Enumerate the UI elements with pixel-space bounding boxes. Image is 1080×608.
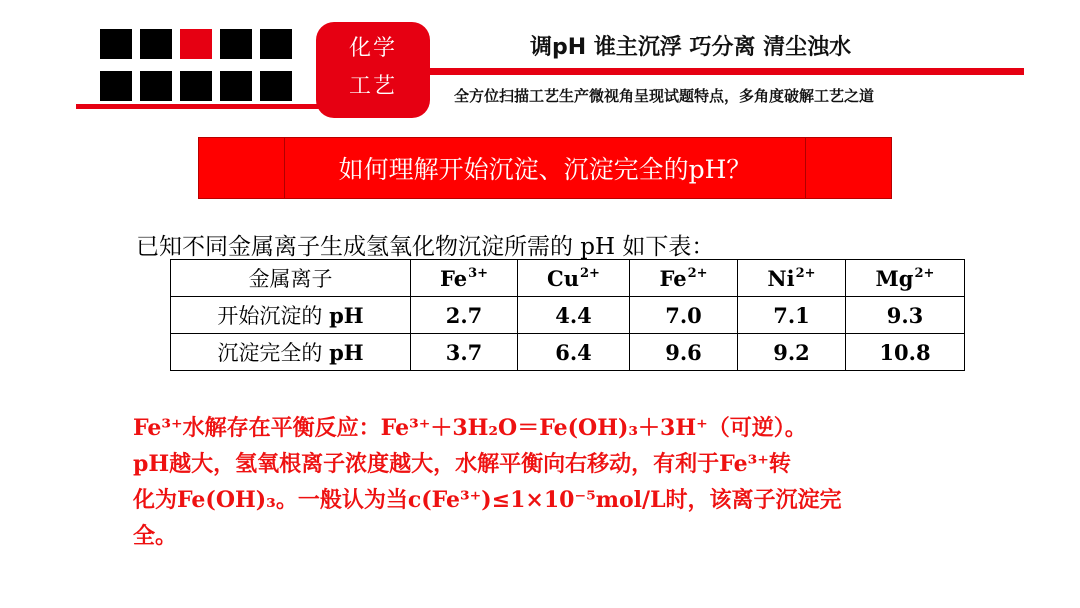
logo-square: [220, 71, 252, 101]
explanation-line: 化为Fe(OH)₃。一般认为当c(Fe³⁺)≤1×10⁻⁵mol/L时，该离子沉淀完: [133, 487, 842, 513]
logo-square: [260, 29, 292, 59]
logo-square-red: [180, 29, 212, 59]
explanation-paragraph: [133, 410, 1013, 554]
category-badge: [316, 22, 430, 118]
explanation-line: 全。: [133, 523, 178, 549]
table-cell: 6.4: [518, 334, 630, 371]
logo-square: [260, 71, 292, 101]
header-cell-ion: $Fe^{2+}$: [630, 260, 738, 297]
table-cell: 2.7: [411, 297, 518, 334]
row-label: 开始沉淀的 pH: [171, 297, 411, 334]
banner-text: 如何理解开始沉淀、沉淀完全的pH？: [338, 155, 752, 184]
explanation-line: Fe³⁺水解存在平衡反应：Fe³⁺＋3H₂O＝Fe(OH)₃＋3H⁺（可逆）。: [133, 415, 807, 441]
table-row: [171, 297, 965, 334]
intro-text: 已知不同金属离子生成氢氧化物沉淀所需的 pH 如下表：: [136, 234, 715, 260]
table-cell: 9.3: [846, 297, 965, 334]
table-cell: 10.8: [846, 334, 965, 371]
header-subtitle: 全方位扫描工艺生产微视角呈现试题特点，多角度破解工艺之道: [454, 87, 875, 105]
logo-square: [140, 29, 172, 59]
explanation-line: pH越大，氢氧根离子浓度越大，水解平衡向右移动，有利于Fe³⁺转: [133, 451, 791, 477]
header-cell-ion: $Ni^{2+}$: [738, 260, 846, 297]
header-rule-left: [76, 104, 328, 109]
header-cell-ion: $Cu^{2+}$: [518, 260, 630, 297]
logo-grid: [100, 29, 292, 101]
table-cell: 3.7: [411, 334, 518, 371]
badge-line1: 化学: [348, 36, 397, 61]
question-banner: [198, 137, 892, 199]
logo-square: [140, 71, 172, 101]
table-cell: 7.0: [630, 297, 738, 334]
row-label: 沉淀完全的 pH: [171, 334, 411, 371]
header-cell-ion: $Mg^{2+}$: [846, 260, 965, 297]
logo-square: [220, 29, 252, 59]
table-row: [171, 334, 965, 371]
header-rule-right: [428, 68, 1024, 75]
logo-square: [180, 71, 212, 101]
badge-line2: 工艺: [348, 74, 397, 99]
table-header-row: [171, 260, 965, 297]
header-title: 调pH 谁主沉浮 巧分离 清尘浊水: [530, 35, 852, 60]
ph-table: [170, 259, 965, 371]
table-cell: 9.2: [738, 334, 846, 371]
logo-square: [100, 29, 132, 59]
header-cell-ion: $Fe^{3+}$: [411, 260, 518, 297]
logo-square: [100, 71, 132, 101]
table-cell: 7.1: [738, 297, 846, 334]
table-cell: 4.4: [518, 297, 630, 334]
table-cell: 9.6: [630, 334, 738, 371]
header-cell-label: 金属离子: [171, 260, 411, 297]
